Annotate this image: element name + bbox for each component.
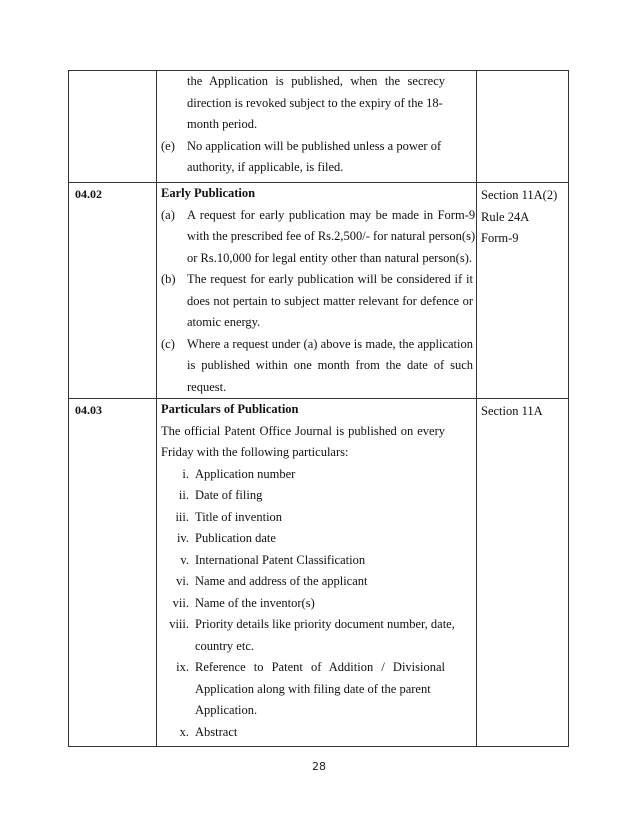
list-item-a [161, 205, 476, 270]
text-line: with the prescribed fee of Rs.2,500/- for natural person(s) [187, 229, 476, 243]
text-line: International Patent Classification [195, 552, 366, 567]
text-line: Date of filing [195, 488, 263, 502]
item-label: (c) [161, 336, 175, 351]
table-row-continued [69, 71, 569, 183]
item-label: v. [180, 552, 189, 567]
reference-form: Form-9 [481, 231, 519, 245]
particular-item [161, 614, 455, 657]
reference-cell [477, 71, 569, 183]
text-line: authority, if applicable, is filed. [187, 160, 344, 174]
section-number: 04.02 [69, 183, 157, 399]
text-line: Application number [195, 466, 296, 481]
particular-item [161, 464, 445, 486]
text-line: Abstract [195, 724, 238, 739]
text-line: direction is revoked subject to the expiry of the 18- [187, 95, 443, 110]
item-label: iii. [175, 509, 189, 524]
item-label: viii. [169, 617, 189, 631]
particular-item [161, 507, 445, 529]
item-label: x. [179, 724, 189, 739]
text-line: Application. [195, 703, 258, 717]
item-label: (a) [161, 207, 175, 222]
reference-cell [477, 183, 569, 399]
table-row-0402 [69, 183, 569, 399]
description-cell [157, 399, 477, 747]
text-line: Reference to Patent of Addition / Divisional [195, 660, 445, 674]
text-line: the Application is published, when the secrecy [187, 74, 445, 88]
text-line: does not pertain to subject matter relevant for defence or [187, 293, 473, 308]
reference-rule: Rule 24A [481, 209, 530, 224]
text-line: Priority details like priority document number, date, [195, 617, 455, 631]
text-line: No application will be published unless a power of [187, 138, 442, 153]
section-number: 04.03 [69, 399, 157, 747]
page-number: 28 [312, 760, 326, 773]
text-line: Title of invention [195, 509, 283, 524]
text-line: atomic energy. [187, 315, 261, 329]
item-label: ix. [176, 660, 189, 674]
item-label: iv. [176, 531, 189, 545]
particular-item [161, 485, 445, 507]
text-line: Publication date [195, 531, 276, 545]
description-cell [157, 71, 477, 183]
text-line: country etc. [195, 638, 255, 653]
section-number-cell [69, 71, 157, 183]
reference-section: Section 11A [481, 404, 543, 418]
list-item-e [161, 136, 473, 179]
list-item-b [161, 269, 473, 334]
text-line: A request for early publication may be made in Form-9 [187, 207, 476, 222]
publication-table [68, 70, 569, 747]
particular-item [161, 550, 445, 572]
intro-line: Friday with the following particulars: [161, 445, 349, 459]
text-line: or Rs.10,000 for legal entity other than natural person(s). [187, 250, 472, 265]
item-label: i. [182, 466, 189, 481]
intro-line: The official Patent Office Journal is published on every [161, 423, 445, 438]
text-line: Name and address of the applicant [195, 574, 368, 588]
particular-item [161, 593, 445, 615]
item-label: vi. [176, 574, 189, 588]
text-line: request. [187, 379, 227, 394]
item-label: (e) [161, 138, 175, 153]
text-line: Where a request under (a) above is made, the application [187, 336, 473, 351]
text-line: Application along with filing date of the parent [195, 681, 431, 696]
section-heading: Particulars of Publication [161, 402, 299, 416]
description-cell [157, 183, 477, 399]
item-label: ii. [178, 488, 189, 502]
text-line: Name of the inventor(s) [195, 595, 315, 610]
item-label: (b) [161, 272, 176, 286]
reference-section: Section 11A(2) [481, 188, 558, 202]
text-line: The request for early publication will be considered if it [187, 272, 473, 286]
reference-cell [477, 399, 569, 747]
section-heading: Early Publication [161, 186, 256, 200]
list-item-c [161, 334, 473, 399]
item-label: vii. [172, 595, 189, 610]
text-line: is published within one month from the date of such [187, 358, 473, 372]
table-row-0403 [69, 399, 569, 747]
particular-item [161, 571, 445, 593]
particular-item [161, 722, 445, 744]
particular-item [161, 657, 445, 722]
particular-item [161, 528, 445, 550]
text-line: month period. [187, 117, 258, 131]
